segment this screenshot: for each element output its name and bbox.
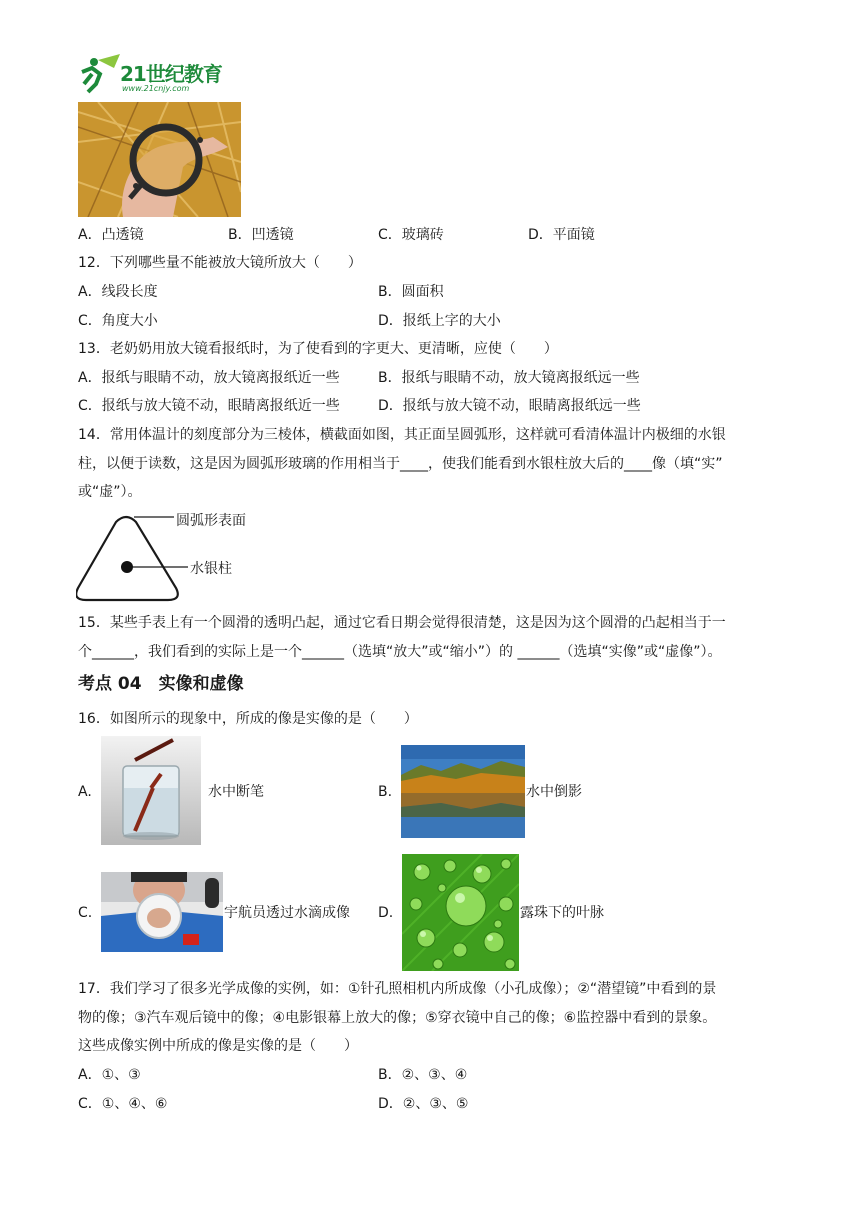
q16-option-c-letter: C.	[78, 905, 93, 921]
q17-line-1: 17．我们学习了很多光学成像的实例，如：①针孔照相机内所成像（小孔成像）；②“潜望镜”中看到的景	[78, 981, 717, 997]
q13-option-b: B．报纸与眼睛不动，放大镜离报纸远一些	[378, 370, 640, 386]
q13-stem: 13．老奶奶用放大镜看报纸时，为了使看到的字更大、更清晰，应使（ ）	[78, 341, 558, 357]
q13-option-c: C．报纸与放大镜不动，眼睛离报纸近一些	[78, 398, 340, 414]
q11-option-a: A．凸透镜	[78, 227, 144, 243]
q17-option-c: C．①、④、⑥	[78, 1096, 168, 1112]
q16-option-b-letter: B.	[378, 784, 393, 800]
q11-option-d: D．平面镜	[528, 227, 595, 243]
q13-option-d: D．报纸与放大镜不动，眼睛离报纸远一些	[378, 398, 641, 414]
q17-line-3: 这些成像实例中所成的像是实像的是（ ）	[78, 1038, 358, 1054]
thermometer-cross-section-figure	[76, 508, 266, 608]
q16-option-d-caption: 露珠下的叶脉	[520, 905, 604, 921]
q15-line-1: 15．某些手表上有一个圆滑的透明凸起，通过它看日期会觉得很清楚，这是因为这个圆滑的凸起相当于一	[78, 615, 726, 631]
section-title: 考点 04 实像和虚像	[78, 674, 244, 694]
q11-option-c: C．玻璃砖	[378, 227, 444, 243]
dew-on-leaf-photo	[402, 854, 519, 971]
q16-option-c-caption: 宇航员透过水滴成像	[224, 905, 350, 921]
q17-line-2: 物的像；③汽车观后镜中的像；④电影银幕上放大的像；⑤穿衣镜中自己的像；⑥监控器中看到的景象。	[78, 1010, 717, 1026]
q13-option-a: A．报纸与眼睛不动，放大镜离报纸近一些	[78, 370, 340, 386]
broken-pencil-in-water-photo	[101, 736, 201, 845]
q17-option-a: A．①、③	[78, 1067, 141, 1083]
q12-stem: 12．下列哪些量不能被放大镜所放大（ ）	[78, 255, 362, 271]
magnifier-wheat-photo	[78, 102, 241, 217]
q12-option-a: A．线段长度	[78, 284, 158, 300]
runner-logo-icon	[78, 54, 122, 94]
q16-option-a-caption: 水中断笔	[208, 784, 264, 800]
q16-option-d-letter: D.	[378, 905, 394, 921]
logo-brand: 21世纪教育	[120, 62, 222, 86]
q17-option-b: B．②、③、④	[378, 1067, 468, 1083]
q14-line-3: 或“虚”）。	[78, 484, 142, 500]
q12-option-c: C．角度大小	[78, 313, 158, 329]
logo-url: www.21cnjy.com	[122, 84, 190, 93]
logo	[78, 52, 248, 98]
q11-option-b: B．凹透镜	[228, 227, 294, 243]
label-mercury-column: 水银柱	[190, 561, 232, 577]
q12-option-b: B．圆面积	[378, 284, 444, 300]
q15-line-2: 个______，我们看到的实际上是一个______（选填“放大”或“缩小”）的 ______（选填“实像”或“虚像”）。	[78, 644, 722, 660]
q16-option-a-letter: A.	[78, 784, 92, 800]
astronaut-water-drop-photo	[101, 872, 223, 952]
q12-option-d: D．报纸上字的大小	[378, 313, 501, 329]
q14-line-1: 14．常用体温计的刻度部分为三棱体，横截面如图，其正面呈圆弧形，这样就可看清体温计内极细的水银	[78, 427, 726, 443]
q17-option-d: D．②、③、⑤	[378, 1096, 469, 1112]
label-arc-surface: 圆弧形表面	[176, 513, 246, 529]
mercury-column-dot	[121, 561, 133, 573]
q16-stem: 16．如图所示的现象中，所成的像是实像的是（ ）	[78, 711, 418, 727]
q14-line-2: 柱，以便于读数，这是因为圆弧形玻璃的作用相当于____，使我们能看到水银柱放大后的____像（填“实”	[78, 456, 723, 472]
lake-reflection-photo	[401, 745, 525, 838]
q16-option-b-caption: 水中倒影	[526, 784, 582, 800]
triangle-outline	[76, 517, 178, 600]
